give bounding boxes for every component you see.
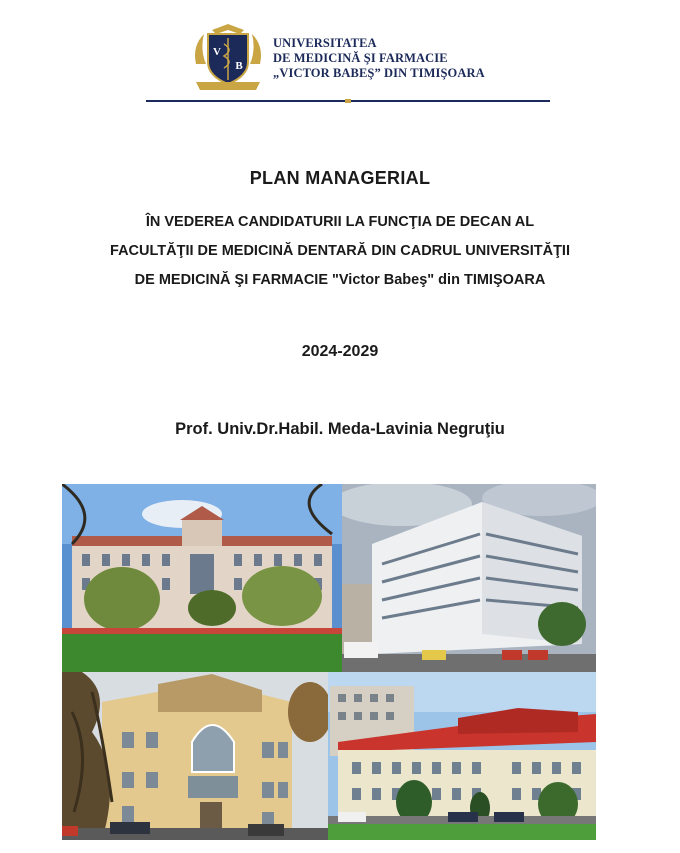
subtitle-line: DE MEDICINĂ ŞI FARMACIE "Victor Babeş" din TIMIŞOARA [134,272,546,288]
university-header [190,22,520,94]
logo-letter-b: B [235,60,243,72]
arched-building-photo [62,672,328,840]
university-name-line: „VICTOR BABEŞ” DIN TIMIŞOARA [273,66,485,80]
university-name-line: UNIVERSITATEA [273,36,377,50]
university-seal-icon [190,24,266,92]
university-name [273,36,485,81]
logo-letter-v: V [213,46,221,58]
header-divider-ornament [345,99,351,103]
document-title: PLAN MANAGERIAL [249,168,431,188]
university-name-line: DE MEDICINĂ ŞI FARMACIE [273,51,448,65]
document-subtitle [0,208,680,295]
main-building-photo [62,484,342,672]
subtitle-line: FACULTĂŢII DE MEDICINĂ DENTARĂ DIN CADRUL UNIVERSITĂŢII [110,243,570,259]
red-roof-building-photo [328,672,596,840]
subtitle-line: ÎN VEDEREA CANDIDATURII LA FUNCŢIA DE DECAN AL [145,214,535,230]
mandate-years: 2024-2029 [301,343,379,360]
modern-building-photo [342,484,596,672]
author-name: Prof. Univ.Dr.Habil. Meda-Lavinia Negruţiu [175,420,505,438]
